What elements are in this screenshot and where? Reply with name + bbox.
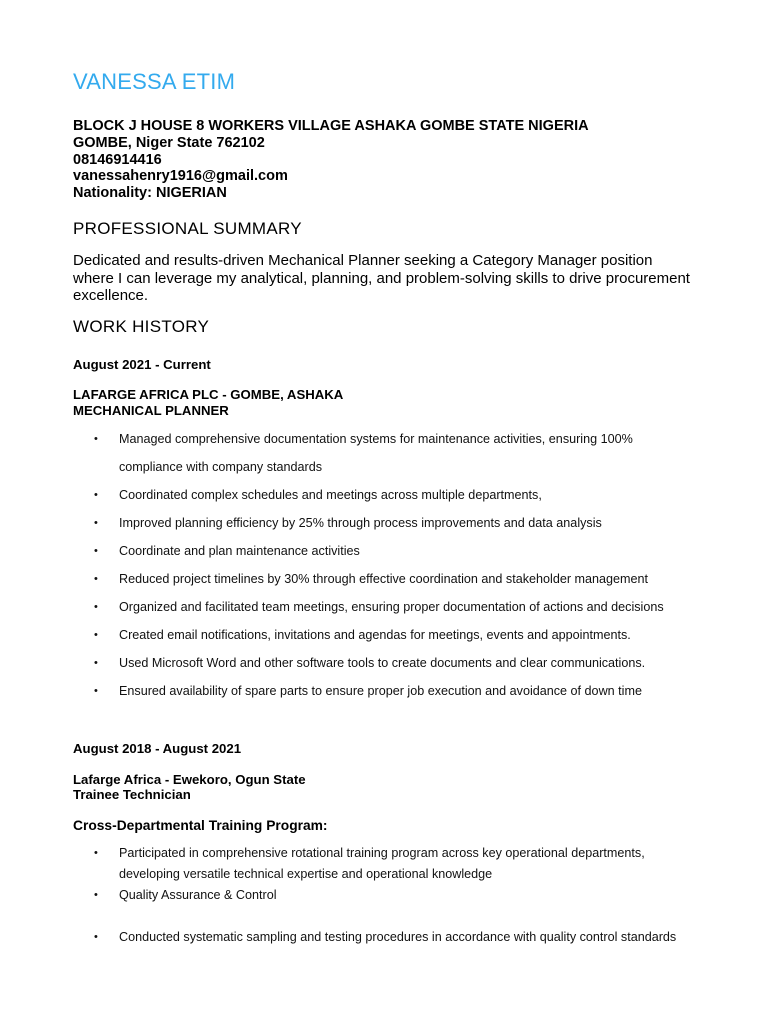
list-item: • Coordinated complex schedules and meetings across multiple departments,: [92, 481, 682, 509]
contact-block: [73, 118, 589, 202]
list-item: • Coordinate and plan maintenance activities: [92, 537, 682, 565]
professional-summary-heading: PROFESSIONAL SUMMARY: [73, 219, 302, 238]
list-item: • Quality Assurance & Control: [92, 885, 704, 906]
list-item: • Improved planning efficiency by 25% through process improvements and data analysis: [92, 509, 682, 537]
list-item: • Ensured availability of spare parts to ensure proper job execution and avoidance of down time: [92, 677, 682, 705]
list-item: • Organized and facilitated team meetings, ensuring proper documentation of actions and decisions: [92, 593, 682, 621]
address-line-1: BLOCK J HOUSE 8 WORKERS VILLAGE ASHAKA GOMBE STATE NIGERIA: [73, 118, 589, 134]
job-2-employer: Lafarge Africa - Ewekoro, Ogun State: [73, 772, 306, 787]
list-item: • Participated in comprehensive rotational training program across key operational departments, developing versatile technical expertise and operational knowledge: [92, 843, 704, 885]
candidate-name: VANESSA ETIM: [73, 69, 236, 94]
list-item: • Managed comprehensive documentation systems for maintenance activities, ensuring 100% compliance with company standards: [92, 425, 682, 481]
job-2-subheading: Cross-Departmental Training Program:: [73, 818, 328, 833]
phone-number: 08146914416: [73, 151, 162, 168]
job-1-bullet-list: [92, 425, 682, 705]
job-1-employer: LAFARGE AFRICA PLC - GOMBE, ASHAKA: [73, 387, 344, 402]
list-item: • Reduced project timelines by 30% through effective coordination and stakeholder management: [92, 565, 682, 593]
email-address: vanessahenry1916@gmail.com: [73, 168, 288, 185]
address-line-2: GOMBE, Niger State 762102: [73, 134, 265, 151]
job-2-dates: August 2018 - August 2021: [73, 741, 242, 756]
professional-summary-text: Dedicated and results-driven Mechanical Planner seeking a Category Manager position where I can leverage my analytical, planning, and problem-solving skills to drive procurement excellence.: [73, 252, 690, 304]
list-item: • Used Microsoft Word and other software tools to create documents and clear communications.: [92, 649, 682, 677]
list-item: • Conducted systematic sampling and testing procedures in accordance with quality control standards: [92, 927, 704, 948]
work-history-heading: WORK HISTORY: [73, 317, 210, 336]
job-2-title: Trainee Technician: [73, 787, 191, 802]
job-2-bullet-list: [92, 843, 704, 948]
nationality: Nationality: NIGERIAN: [73, 185, 227, 202]
job-1-dates: August 2021 - Current: [73, 357, 211, 372]
list-item: • Created email notifications, invitations and agendas for meetings, events and appointments.: [92, 621, 682, 649]
job-1-title: MECHANICAL PLANNER: [73, 403, 229, 418]
